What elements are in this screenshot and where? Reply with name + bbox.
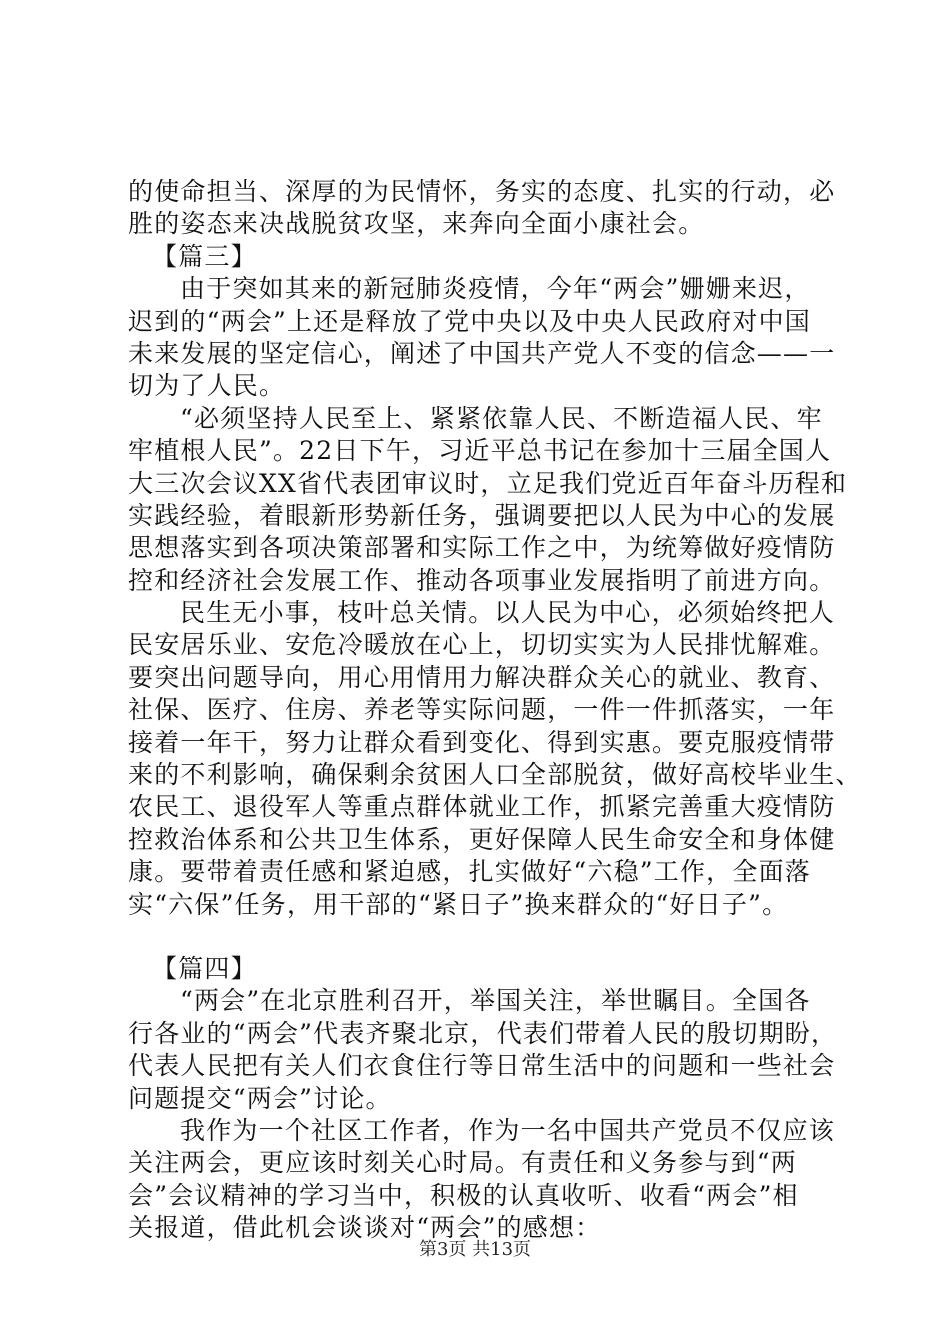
- text-line: 未来发展的坚定信心，阐述了中国共产党人不变的信念——一: [128, 338, 836, 368]
- text-line: 代表人民把有关人们衣食住行等日常生活中的问题和一些社会: [128, 1051, 836, 1081]
- text-line: 关报道，借此机会谈谈对“两会”的感想：: [128, 1213, 602, 1243]
- text-line: 控救治体系和公共卫生体系，更好保障人民生命安全和身体健: [128, 824, 836, 854]
- text-line: 社保、医疗、住房、养老等实际问题，一件一件抓落实，一年: [128, 695, 836, 725]
- text-line: 迟到的“两会”上还是释放了党中央以及中央人民政府对中国: [128, 306, 811, 336]
- section-heading: 【篇四】: [152, 953, 257, 983]
- text-line: 来的不利影响，确保剩余贫困人口全部脱贫，做好高校毕业生、: [128, 760, 862, 790]
- text-line: 的使命担当、深厚的为民情怀，务实的态度、扎实的行动，必: [128, 177, 836, 206]
- text-line: 思想落实到各项决策部署和实际工作之中，为统筹做好疫情防: [128, 533, 836, 563]
- text-line: 控和经济社会发展工作、推动各项事业发展指明了前进方向。: [128, 565, 836, 595]
- text-line: 民生无小事，枝叶总关情。以人民为中心，必须始终把人: [180, 598, 836, 628]
- text-line: “两会”在北京胜利召开，举国关注，举世瞩目。全国各: [180, 986, 811, 1016]
- text-line: 接着一年干，努力让群众看到变化、得到实惠。要克服疫情带: [128, 727, 836, 757]
- text-line: 切为了人民。: [128, 371, 286, 401]
- page-number-footer: 第3页 共13页: [418, 1239, 532, 1260]
- text-line: 问题提交“两会”讨论。: [128, 1083, 392, 1113]
- text-line: 大三次会议XX省代表团审议时，立足我们党近百年奋斗历程和: [128, 468, 848, 498]
- text-line: 农民工、退役军人等重点群体就业工作，抓紧完善重大疫情防: [128, 792, 836, 822]
- document-body: [128, 176, 862, 1245]
- text-line: 会”会议精神的学习当中，积极的认真收听、收看“两会”相: [128, 1180, 799, 1210]
- text-line: 实践经验，着眼新形势新任务，强调要把以人民为中心的发展: [128, 500, 836, 530]
- text-line: 关注两会，更应该时刻关心时局。有责任和义务参与到“两: [128, 1148, 797, 1178]
- text-line: 实“六保”任务，用干部的“紧日子”换来群众的“好日子”。: [128, 889, 789, 919]
- text-line: “必须坚持人民至上、紧紧依靠人民、不断造福人民、牢: [180, 403, 823, 433]
- text-line: 民安居乐业、安危冷暖放在心上，切切实实为人民排忧解难。: [128, 630, 836, 660]
- text-line: 康。要带着责任感和紧迫感，扎实做好“六稳”工作，全面落: [128, 857, 811, 887]
- text-line: 要突出问题导向，用心用情用力解决群众关心的就业、教育、: [128, 662, 836, 692]
- paragraph-gap: [128, 921, 828, 953]
- section-heading: 【篇三】: [152, 241, 257, 271]
- text-line: 我作为一个社区工作者，作为一名中国共产党员不仅应该: [180, 1115, 836, 1145]
- text-line: 行各业的“两会”代表齐聚北京，代表们带着人民的殷切期盼，: [128, 1018, 838, 1048]
- text-line: 胜的姿态来决战脱贫攻坚，来奔向全面小康社会。: [128, 209, 705, 239]
- text-line: 由于突如其来的新冠肺炎疫情，今年“两会”姗姗来迟，: [180, 274, 811, 304]
- text-line: 牢植根人民”。22日下午，习近平总书记在参加十三届全国人: [128, 436, 832, 466]
